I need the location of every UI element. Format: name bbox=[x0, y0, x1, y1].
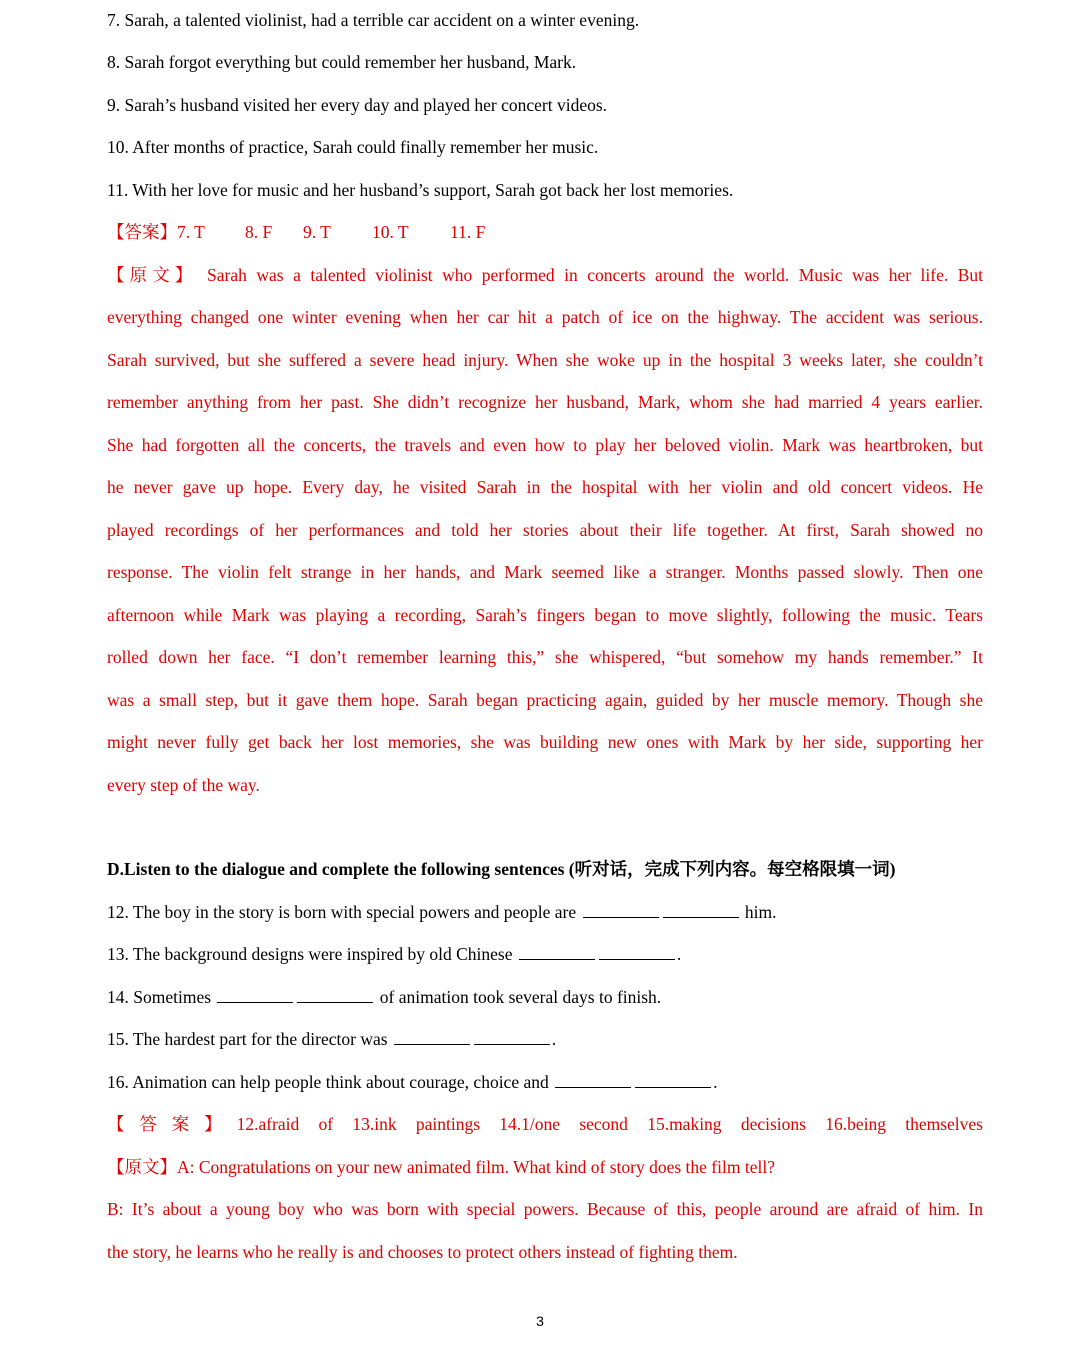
answer-10: 10. T bbox=[372, 222, 409, 242]
question-12: 12. The boy in the story is born with special powers and people are him. bbox=[107, 902, 777, 922]
answer-blank[interactable] bbox=[217, 987, 293, 1003]
answer-blank[interactable] bbox=[297, 987, 373, 1003]
original-text-line: She had forgotten all the concerts, the travels and even how to play her beloved violin. Mark was heartbroken, but bbox=[107, 435, 983, 455]
original-text-line: he never gave up hope. Every day, he visited Sarah in the hospital with her violin and old concert videos. He bbox=[107, 477, 983, 497]
answer-11: 11. F bbox=[450, 222, 486, 242]
original-text-line: rolled down her face. “I don’t remember learning this,” she whispered, “but somehow my hands remember.” It bbox=[107, 647, 983, 667]
question-9: 9. Sarah’s husband visited her every day and played her concert videos. bbox=[107, 95, 608, 115]
question-8: 8. Sarah forgot everything but could remember her husband, Mark. bbox=[107, 52, 577, 72]
answer-7: 7. T bbox=[177, 222, 205, 242]
original-text-line: everything changed one winter evening when her car hit a patch of ice on the highway. The accident was serious. bbox=[107, 307, 983, 327]
answer-blank[interactable] bbox=[474, 1029, 550, 1045]
answer-label: 【答案】 bbox=[107, 1114, 237, 1134]
answer-blank[interactable] bbox=[663, 902, 739, 918]
question-15: 15. The hardest part for the director was . bbox=[107, 1029, 557, 1049]
answer-label: 【答案】 bbox=[107, 222, 177, 242]
answer-blank[interactable] bbox=[583, 902, 659, 918]
answer-blank[interactable] bbox=[394, 1029, 470, 1045]
answer-blank[interactable] bbox=[519, 944, 595, 960]
answer-key-c bbox=[107, 222, 485, 242]
answer-8: 8. F bbox=[245, 222, 273, 242]
question-10: 10. After months of practice, Sarah could finally remember her music. bbox=[107, 137, 599, 157]
original-text-line: afternoon while Mark was playing a recording, Sarah’s fingers began to move slightly, following the music. Tears bbox=[107, 605, 983, 625]
original-text-line: 【原文】 Sarah was a talented violinist who performed in concerts around the world. Music was her life. But bbox=[107, 265, 984, 285]
original-text-line: every step of the way. bbox=[107, 775, 260, 795]
dialogue-line: 【原文】A: Congratulations on your new animated film. What kind of story does the film tell? bbox=[107, 1157, 775, 1177]
dialogue-line: B: It’s about a young boy who was born with special powers. Because of this, people around are afraid of him. In bbox=[107, 1199, 983, 1219]
original-text-line: Sarah survived, but she suffered a severe head injury. When she woke up in the hospital 3 weeks later, she couldn’t bbox=[107, 350, 983, 370]
answer-9: 9. T bbox=[303, 222, 331, 242]
answer-12: 12.afraid of bbox=[236, 1114, 334, 1134]
dialogue-line: the story, he learns who he really is and chooses to protect others instead of fighting them. bbox=[107, 1242, 738, 1262]
original-text-line: might never fully get back her lost memories, she was building new ones with Mark by her side, supporting her bbox=[107, 732, 983, 752]
answer-15: 15.making decisions bbox=[647, 1114, 806, 1134]
question-13: 13. The background designs were inspired by old Chinese . bbox=[107, 944, 682, 964]
answer-blank[interactable] bbox=[635, 1072, 711, 1088]
answer-14: 14.1/one second bbox=[499, 1114, 628, 1134]
original-label: 【原文】 bbox=[107, 1157, 177, 1177]
answer-13: 13.ink paintings bbox=[352, 1114, 481, 1134]
question-14: 14. Sometimes of animation took several days to finish. bbox=[107, 987, 662, 1007]
original-text-line: was a small step, but it gave them hope. Sarah began practicing again, guided by her muscle memory. Though she bbox=[107, 690, 983, 710]
original-text-line: remember anything from her past. She didn’t recognize her husband, Mark, whom she had married 4 years earlier. bbox=[107, 392, 983, 412]
answer-blank[interactable] bbox=[555, 1072, 631, 1088]
answer-16: 16.being themselves bbox=[825, 1114, 983, 1134]
question-7: 7. Sarah, a talented violinist, had a terrible car accident on a winter evening. bbox=[107, 10, 640, 30]
question-11: 11. With her love for music and her husband’s support, Sarah got back her lost memories. bbox=[107, 180, 734, 200]
answer-key-d bbox=[107, 1114, 983, 1134]
answer-blank[interactable] bbox=[599, 944, 675, 960]
original-text-line: response. The violin felt strange in her hands, and Mark seemed like a stranger. Months passed slowly. Then one bbox=[107, 562, 983, 582]
original-label: 【原文】 bbox=[107, 265, 198, 285]
page-number: 3 bbox=[536, 1313, 544, 1329]
section-d-heading: D.Listen to the dialogue and complete the following sentences (听对话，完成下列内容。每空格限填一词) bbox=[107, 859, 896, 879]
question-16: 16. Animation can help people think about courage, choice and . bbox=[107, 1072, 718, 1092]
original-text-line: played recordings of her performances and told her stories about their life together. At first, Sarah showed no bbox=[107, 520, 983, 540]
